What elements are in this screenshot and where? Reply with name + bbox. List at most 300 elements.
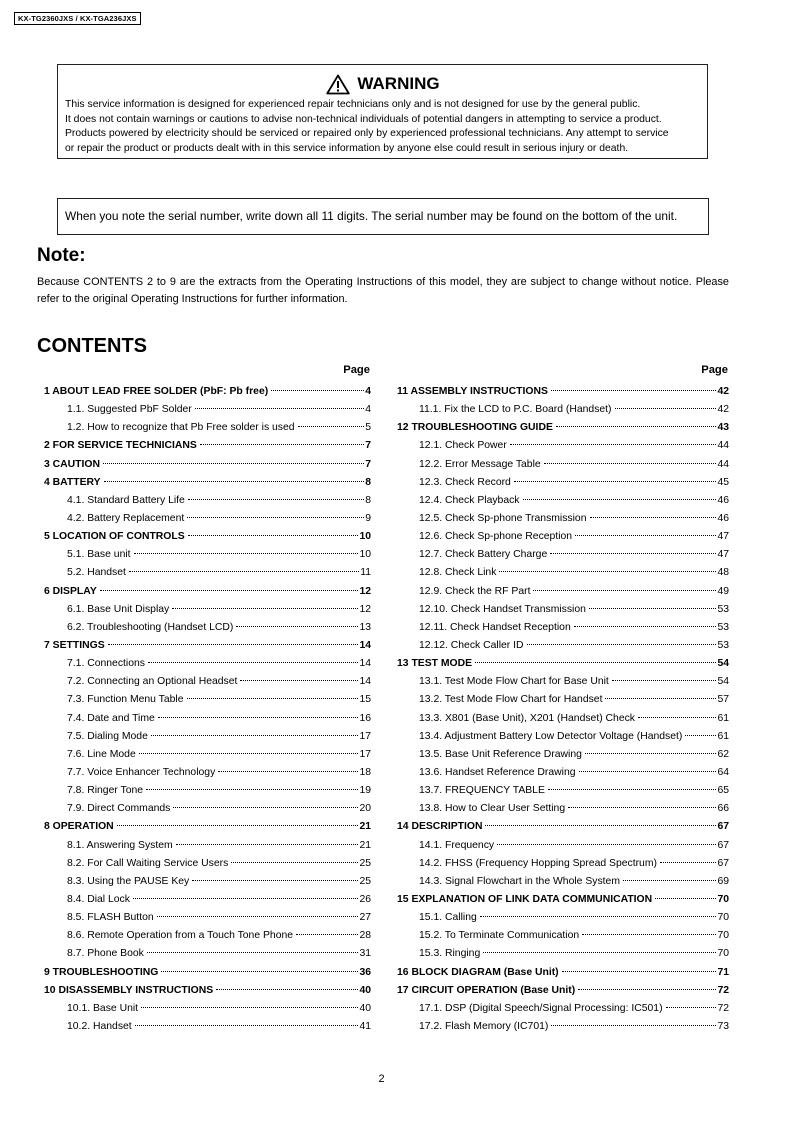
toc-dot-leader (161, 971, 358, 972)
warning-line: It does not contain warnings or cautions to advise non-technical individuals of potential dangers in attempting to service a product. (65, 113, 662, 125)
toc-entry-title: 4 BATTERY (44, 476, 101, 488)
toc-entry-page: 41 (359, 1020, 371, 1032)
toc-dot-leader (550, 553, 716, 554)
toc-entry-title: 6.2. Troubleshooting (Handset LCD) (67, 621, 234, 633)
page-number: 2 (378, 1073, 385, 1085)
warning-line: This service information is designed for experienced repair technicians only and is not designed for use by the general public. (65, 99, 641, 110)
toc-section-entry[interactable] (392, 655, 729, 673)
toc-entry-title: 13.1. Test Mode Flow Chart for Base Unit (419, 676, 609, 688)
toc-entry-title: 11 ASSEMBLY INSTRUCTIONS (397, 386, 548, 397)
toc-subsection-entry[interactable] (37, 655, 371, 673)
toc-dot-leader (172, 608, 358, 609)
toc-dot-leader (685, 735, 716, 736)
toc-entry-title: 12 TROUBLESHOOTING GUIDE (397, 422, 553, 434)
toc-subsection-entry[interactable] (392, 764, 729, 782)
toc-dot-leader (562, 971, 717, 972)
toc-entry-page: 67 (717, 857, 729, 869)
toc-subsection-entry[interactable] (392, 637, 729, 655)
model-number-label: KX-TG2360JXS / KX-TGA236JXS (14, 12, 141, 25)
toc-entry-title: 12.12. Check Caller ID (419, 639, 524, 651)
toc-entry-page: 14 (359, 639, 371, 651)
toc-dot-leader (148, 662, 358, 663)
toc-subsection-entry[interactable] (392, 583, 729, 601)
page-column-label: Page (701, 364, 728, 376)
toc-subsection-entry[interactable] (392, 746, 729, 764)
toc-dot-leader (117, 825, 359, 826)
toc-entry-title: 4.1. Standard Battery Life (67, 494, 185, 506)
toc-subsection-entry[interactable] (37, 564, 371, 582)
toc-entry-page: 28 (359, 930, 371, 942)
toc-dot-leader (483, 952, 716, 953)
toc-entry-page: 65 (717, 785, 729, 797)
toc-entry-page: 61 (717, 712, 729, 724)
toc-subsection-entry[interactable] (37, 510, 371, 528)
toc-entry-page: 16 (359, 712, 371, 724)
toc-dot-leader (231, 862, 358, 863)
toc-dot-leader (612, 680, 717, 681)
toc-entry-title: 10.2. Handset (67, 1020, 132, 1032)
toc-subsection-entry[interactable] (37, 1000, 371, 1018)
toc-entry-title: 12.1. Check Power (419, 440, 507, 452)
toc-subsection-entry[interactable] (392, 401, 729, 419)
toc-entry-title: 8.6. Remote Operation from a Touch Tone Phone (67, 930, 294, 942)
toc-dot-leader (271, 390, 364, 391)
toc-dot-leader (100, 590, 359, 591)
toc-entry-title: 16 BLOCK DIAGRAM (Base Unit) (397, 966, 559, 978)
toc-dot-leader (527, 644, 717, 645)
toc-entry-page: 10 (359, 531, 371, 543)
toc-entry-title: 14.2. FHSS (Frequency Hopping Spread Spectrum) (419, 857, 657, 869)
toc-entry-title: 6.1. Base Unit Display (67, 603, 170, 615)
toc-entry-title: 8.3. Using the PAUSE Key (67, 875, 190, 887)
toc-dot-leader (666, 1007, 717, 1008)
toc-dot-leader (176, 844, 359, 845)
toc-dot-leader (158, 717, 359, 718)
toc-dot-leader (660, 862, 716, 863)
toc-subsection-entry[interactable] (392, 800, 729, 818)
page-column-label: Page (343, 364, 370, 376)
toc-entry-title: 17 CIRCUIT OPERATION (Base Unit) (397, 984, 576, 996)
toc-entry-page: 54 (717, 658, 729, 670)
toc-dot-leader (129, 571, 359, 572)
toc-entry-title: 15.1. Calling (419, 912, 477, 924)
toc-dot-leader (551, 1025, 716, 1026)
toc-dot-leader (157, 916, 359, 917)
toc-dot-leader (615, 408, 717, 409)
toc-entry-page: 64 (717, 766, 729, 778)
toc-entry-title: 7.3. Function Menu Table (67, 694, 184, 706)
toc-entry-page: 20 (359, 803, 371, 815)
toc-subsection-entry[interactable] (392, 837, 729, 855)
toc-entry-title: 7.1. Connections (67, 658, 145, 670)
toc-entry-title: 9 TROUBLESHOOTING (44, 966, 159, 978)
toc-subsection-entry[interactable] (392, 873, 729, 891)
toc-entry-page: 25 (359, 857, 371, 869)
toc-subsection-entry[interactable] (37, 401, 371, 419)
toc-dot-leader (240, 680, 358, 681)
toc-dot-leader (173, 807, 358, 808)
toc-dot-leader (568, 807, 716, 808)
toc-entry-title: 13.8. How to Clear User Setting (419, 803, 566, 815)
toc-section-entry[interactable] (37, 982, 371, 1000)
toc-subsection-entry[interactable] (37, 927, 371, 945)
toc-subsection-entry[interactable] (392, 855, 729, 873)
toc-subsection-entry[interactable] (37, 492, 371, 510)
warning-header (65, 73, 701, 95)
toc-dot-leader (605, 698, 716, 699)
toc-section-entry[interactable] (37, 383, 371, 401)
toc-entry-title: 8.4. Dial Lock (67, 893, 130, 905)
toc-subsection-entry[interactable] (37, 855, 371, 873)
toc-dot-leader (497, 844, 716, 845)
toc-dot-leader (188, 535, 359, 536)
toc-entry-title: 1.2. How to recognize that Pb Free solder is used (67, 422, 295, 434)
toc-subsection-entry[interactable] (37, 764, 371, 782)
toc-entry-page: 61 (717, 730, 729, 742)
toc-subsection-entry[interactable] (392, 710, 729, 728)
toc-subsection-entry[interactable] (37, 945, 371, 963)
toc-dot-leader (623, 880, 716, 881)
toc-entry-page: 4 (365, 386, 371, 397)
toc-section-entry[interactable] (392, 818, 729, 836)
toc-subsection-entry[interactable] (37, 837, 371, 855)
toc-section-entry[interactable] (37, 583, 371, 601)
toc-section-entry[interactable] (392, 419, 729, 437)
toc-entry-page: 8 (365, 476, 371, 488)
toc-entry-page: 53 (717, 603, 729, 615)
toc-entry-page: 57 (717, 694, 729, 706)
toc-entry-title: 13 TEST MODE (397, 658, 473, 670)
toc-subsection-entry[interactable] (392, 546, 729, 564)
warning-box (57, 64, 708, 159)
toc-dot-leader (523, 499, 717, 500)
toc-entry-title: 8.1. Answering System (67, 839, 173, 851)
toc-subsection-entry[interactable] (392, 456, 729, 474)
warning-title: WARNING (357, 74, 440, 93)
toc-section-entry[interactable] (392, 982, 729, 1000)
toc-subsection-entry[interactable] (37, 691, 371, 709)
toc-entry-title: 7.8. Ringer Tone (67, 785, 144, 797)
toc-subsection-entry[interactable] (392, 510, 729, 528)
toc-entry-title: 14 DESCRIPTION (397, 821, 483, 833)
toc-section-entry[interactable] (392, 964, 729, 982)
toc-entry-page: 47 (717, 531, 729, 543)
toc-entry-page: 70 (717, 930, 729, 942)
toc-dot-leader (475, 662, 716, 663)
toc-section-entry[interactable] (37, 456, 371, 474)
toc-entry-title: 12.3. Check Record (419, 476, 511, 488)
toc-subsection-entry[interactable] (392, 619, 729, 637)
toc-dot-leader (134, 553, 359, 554)
toc-entry-title: 4.2. Battery Replacement (67, 512, 185, 524)
toc-entry-page: 12 (359, 603, 371, 615)
toc-entry-page: 8 (365, 494, 371, 506)
toc-entry-page: 40 (359, 984, 371, 996)
toc-entry-title: 8.2. For Call Waiting Service Users (67, 857, 229, 869)
toc-entry-page: 17 (359, 730, 371, 742)
toc-entry-page: 45 (717, 476, 729, 488)
toc-subsection-entry[interactable] (37, 1018, 371, 1036)
toc-dot-leader (200, 444, 364, 445)
toc-entry-title: 17.2. Flash Memory (IC701) (419, 1020, 549, 1032)
toc-subsection-entry[interactable] (392, 474, 729, 492)
toc-subsection-entry[interactable] (392, 691, 729, 709)
toc-subsection-entry[interactable] (392, 782, 729, 800)
toc-entry-title: 13.7. FREQUENCY TABLE (419, 785, 545, 797)
toc-subsection-entry[interactable] (37, 546, 371, 564)
toc-dot-leader (556, 426, 717, 427)
warning-triangle-icon (326, 74, 350, 95)
toc-dot-leader (574, 626, 717, 627)
toc-entry-page: 46 (717, 494, 729, 506)
toc-entry-title: 15 EXPLANATION OF LINK DATA COMMUNICATION (397, 893, 653, 905)
toc-dot-leader (151, 735, 359, 736)
toc-dot-leader (589, 608, 717, 609)
toc-entry-page: 14 (359, 658, 371, 670)
toc-dot-leader (146, 789, 358, 790)
toc-entry-page: 70 (717, 893, 729, 905)
toc-entry-title: 12.5. Check Sp-phone Transmission (419, 512, 587, 524)
toc-subsection-entry[interactable] (392, 1018, 729, 1036)
toc-entry-page: 44 (717, 440, 729, 452)
toc-entry-title: 8 OPERATION (44, 821, 114, 833)
toc-entry-page: 15 (359, 694, 371, 706)
toc-list-left (37, 383, 371, 1036)
toc-entry-title: 1.1. Suggested PbF Solder (67, 404, 192, 416)
toc-subsection-entry[interactable] (392, 492, 729, 510)
toc-dot-leader (139, 753, 359, 754)
toc-dot-leader (236, 626, 358, 627)
toc-section-entry[interactable] (37, 818, 371, 836)
toc-entry-title: 13.6. Handset Reference Drawing (419, 766, 576, 778)
toc-entry-title: 13.4. Adjustment Battery Low Detector Voltage (Handset) (419, 730, 683, 742)
toc-entry-page: 26 (359, 893, 371, 905)
toc-entry-title: 14.1. Frequency (419, 839, 495, 851)
toc-entry-page: 42 (717, 386, 729, 397)
toc-list-right (392, 383, 729, 1036)
toc-dot-leader (135, 1025, 359, 1026)
toc-section-entry[interactable] (37, 637, 371, 655)
toc-entry-page: 73 (717, 1020, 729, 1032)
toc-entry-title: 1 ABOUT LEAD FREE SOLDER (PbF: Pb free) (44, 386, 269, 397)
toc-subsection-entry[interactable] (37, 419, 371, 437)
toc-entry-title: 12.11. Check Handset Reception (419, 621, 571, 633)
note-heading: Note: (37, 245, 86, 266)
toc-entry-page: 54 (717, 676, 729, 688)
toc-entry-title: 13.5. Base Unit Reference Drawing (419, 748, 582, 760)
toc-entry-title: 15.3. Ringing (419, 948, 481, 960)
toc-left-column (37, 361, 371, 1036)
toc-entry-title: 14.3. Signal Flowchart in the Whole System (419, 875, 620, 887)
toc-dot-leader (638, 717, 716, 718)
toc-dot-leader (655, 898, 716, 899)
toc-entry-title: 12.4. Check Playback (419, 494, 520, 506)
toc-entry-page: 11 (360, 567, 371, 579)
toc-entry-page: 13 (359, 621, 371, 633)
contents-heading: CONTENTS (37, 335, 147, 357)
toc-subsection-entry[interactable] (392, 945, 729, 963)
toc-entry-title: 17.1. DSP (Digital Speech/Signal Processing: IC501) (419, 1002, 663, 1014)
toc-dot-leader (296, 934, 358, 935)
toc-dot-leader (485, 825, 716, 826)
toc-subsection-entry[interactable] (37, 891, 371, 909)
toc-entry-title: 3 CAUTION (44, 458, 100, 470)
toc-entry-page: 42 (717, 404, 729, 416)
toc-dot-leader (187, 517, 364, 518)
toc-dot-leader (133, 898, 358, 899)
toc-entry-page: 21 (359, 821, 371, 833)
toc-subsection-entry[interactable] (37, 746, 371, 764)
toc-entry-title: 10 DISASSEMBLY INSTRUCTIONS (44, 984, 214, 996)
toc-entry-page: 62 (717, 748, 729, 760)
toc-subsection-entry[interactable] (37, 800, 371, 818)
toc-entry-title: 5 LOCATION OF CONTROLS (44, 531, 185, 543)
toc-section-entry[interactable] (37, 528, 371, 546)
toc-entry-title: 8.5. FLASH Button (67, 912, 154, 924)
toc-entry-page: 5 (365, 422, 371, 434)
toc-dot-leader (544, 463, 717, 464)
toc-dot-leader (510, 444, 717, 445)
serial-number-notice: When you note the serial number, write down all 11 digits. The serial number may be found on the bottom of the unit. (57, 198, 709, 235)
toc-entry-title: 15.2. To Terminate Communication (419, 930, 580, 942)
toc-entry-title: 7.4. Date and Time (67, 712, 155, 724)
toc-entry-page: 7 (365, 458, 371, 470)
toc-entry-page: 49 (717, 585, 729, 597)
toc-entry-page: 72 (717, 1002, 729, 1014)
toc-dot-leader (298, 426, 365, 427)
toc-section-entry[interactable] (392, 383, 729, 401)
toc-entry-page: 10 (359, 549, 371, 561)
toc-entry-page: 67 (717, 839, 729, 851)
toc-entry-title: 7 SETTINGS (44, 639, 105, 651)
toc-dot-leader (218, 771, 358, 772)
toc-entry-title: 12.10. Check Handset Transmission (419, 603, 586, 615)
toc-entry-page: 25 (359, 875, 371, 887)
toc-subsection-entry[interactable] (392, 927, 729, 945)
toc-entry-page: 46 (717, 512, 729, 524)
toc-section-entry[interactable] (37, 437, 371, 455)
toc-entry-page: 4 (365, 404, 371, 416)
toc-entry-page: 69 (717, 875, 729, 887)
toc-section-entry[interactable] (392, 891, 729, 909)
toc-subsection-entry[interactable] (37, 710, 371, 728)
toc-entry-page: 44 (717, 458, 729, 470)
toc-right-column (392, 361, 729, 1036)
toc-entry-page: 18 (359, 766, 371, 778)
toc-entry-title: 12.8. Check Link (419, 567, 497, 579)
note-text: Because CONTENTS 2 to 9 are the extracts from the Operating Instructions of this model, they are subject to change without notice. Please refer to the original Operating Instructions for further information. (37, 276, 729, 305)
toc-entry-page: 7 (365, 440, 371, 452)
toc-entry-title: 10.1. Base Unit (67, 1002, 139, 1014)
toc-entry-page: 43 (717, 422, 729, 434)
toc-entry-title: 2 FOR SERVICE TECHNICIANS (44, 440, 197, 452)
toc-entry-page: 47 (717, 549, 729, 561)
toc-entry-page: 71 (717, 966, 729, 978)
toc-dot-leader (551, 390, 717, 391)
toc-entry-page: 17 (359, 748, 371, 760)
toc-dot-leader (499, 571, 716, 572)
toc-dot-leader (216, 989, 358, 990)
toc-entry-title: 12.2. Error Message Table (419, 458, 541, 470)
toc-dot-leader (141, 1007, 358, 1008)
toc-subsection-entry[interactable] (37, 782, 371, 800)
toc-dot-leader (195, 408, 364, 409)
toc-dot-leader (480, 916, 717, 917)
toc-entry-title: 13.3. X801 (Base Unit), X201 (Handset) Check (419, 712, 636, 724)
toc-dot-leader (590, 517, 717, 518)
toc-entry-title: 12.7. Check Battery Charge (419, 549, 548, 561)
toc-entry-page: 72 (717, 984, 729, 996)
toc-entry-title: 7.5. Dialing Mode (67, 730, 148, 742)
toc-dot-leader (187, 698, 359, 699)
toc-subsection-entry[interactable] (392, 673, 729, 691)
warning-line: or repair the product or products dealt with in this service information by anyone else could result in serious injury or death. (65, 142, 629, 154)
toc-entry-page: 19 (359, 785, 371, 797)
toc-subsection-entry[interactable] (37, 673, 371, 691)
toc-subsection-entry[interactable] (37, 619, 371, 637)
toc-entry-page: 40 (359, 1002, 371, 1014)
toc-dot-leader (575, 535, 716, 536)
toc-entry-page: 66 (717, 803, 729, 815)
toc-entry-title: 5.2. Handset (67, 567, 126, 579)
toc-dot-leader (585, 753, 717, 754)
toc-entry-page: 9 (365, 512, 371, 524)
toc-entry-title: 7.2. Connecting an Optional Headset (67, 676, 238, 688)
toc-entry-page: 48 (717, 567, 729, 579)
toc-dot-leader (578, 989, 716, 990)
toc-entry-page: 14 (359, 676, 371, 688)
toc-entry-page: 53 (717, 639, 729, 651)
toc-subsection-entry[interactable] (392, 601, 729, 619)
toc-entry-title: 8.7. Phone Book (67, 948, 144, 960)
toc-subsection-entry[interactable] (392, 909, 729, 927)
toc-dot-leader (192, 880, 358, 881)
toc-subsection-entry[interactable] (392, 1000, 729, 1018)
toc-section-entry[interactable] (37, 964, 371, 982)
toc-dot-leader (147, 952, 359, 953)
toc-dot-leader (104, 481, 365, 482)
toc-dot-leader (582, 934, 716, 935)
toc-entry-page: 21 (359, 839, 371, 851)
toc-dot-leader (579, 771, 717, 772)
toc-dot-leader (533, 590, 716, 591)
toc-entry-title: 5.1. Base unit (67, 549, 131, 561)
toc-subsection-entry[interactable] (37, 728, 371, 746)
toc-entry-page: 70 (717, 948, 729, 960)
toc-entry-title: 13.2. Test Mode Flow Chart for Handset (419, 694, 603, 706)
toc-section-entry[interactable] (37, 474, 371, 492)
toc-subsection-entry[interactable] (392, 528, 729, 546)
toc-entry-page: 70 (717, 912, 729, 924)
toc-dot-leader (188, 499, 364, 500)
toc-entry-title: 11.1. Fix the LCD to P.C. Board (Handset) (419, 404, 612, 416)
toc-subsection-entry[interactable] (392, 728, 729, 746)
toc-entry-page: 53 (717, 621, 729, 633)
toc-subsection-entry[interactable] (37, 909, 371, 927)
toc-subsection-entry[interactable] (392, 437, 729, 455)
toc-subsection-entry[interactable] (37, 601, 371, 619)
toc-dot-leader (103, 463, 364, 464)
toc-entry-page: 36 (359, 966, 371, 978)
toc-entry-title: 7.7. Voice Enhancer Technology (67, 766, 216, 778)
toc-subsection-entry[interactable] (37, 873, 371, 891)
toc-entry-page: 12 (359, 585, 371, 597)
toc-entry-page: 67 (717, 821, 729, 833)
toc-entry-title: 7.6. Line Mode (67, 748, 136, 760)
toc-dot-leader (548, 789, 717, 790)
toc-entry-page: 31 (359, 948, 371, 960)
toc-subsection-entry[interactable] (392, 564, 729, 582)
